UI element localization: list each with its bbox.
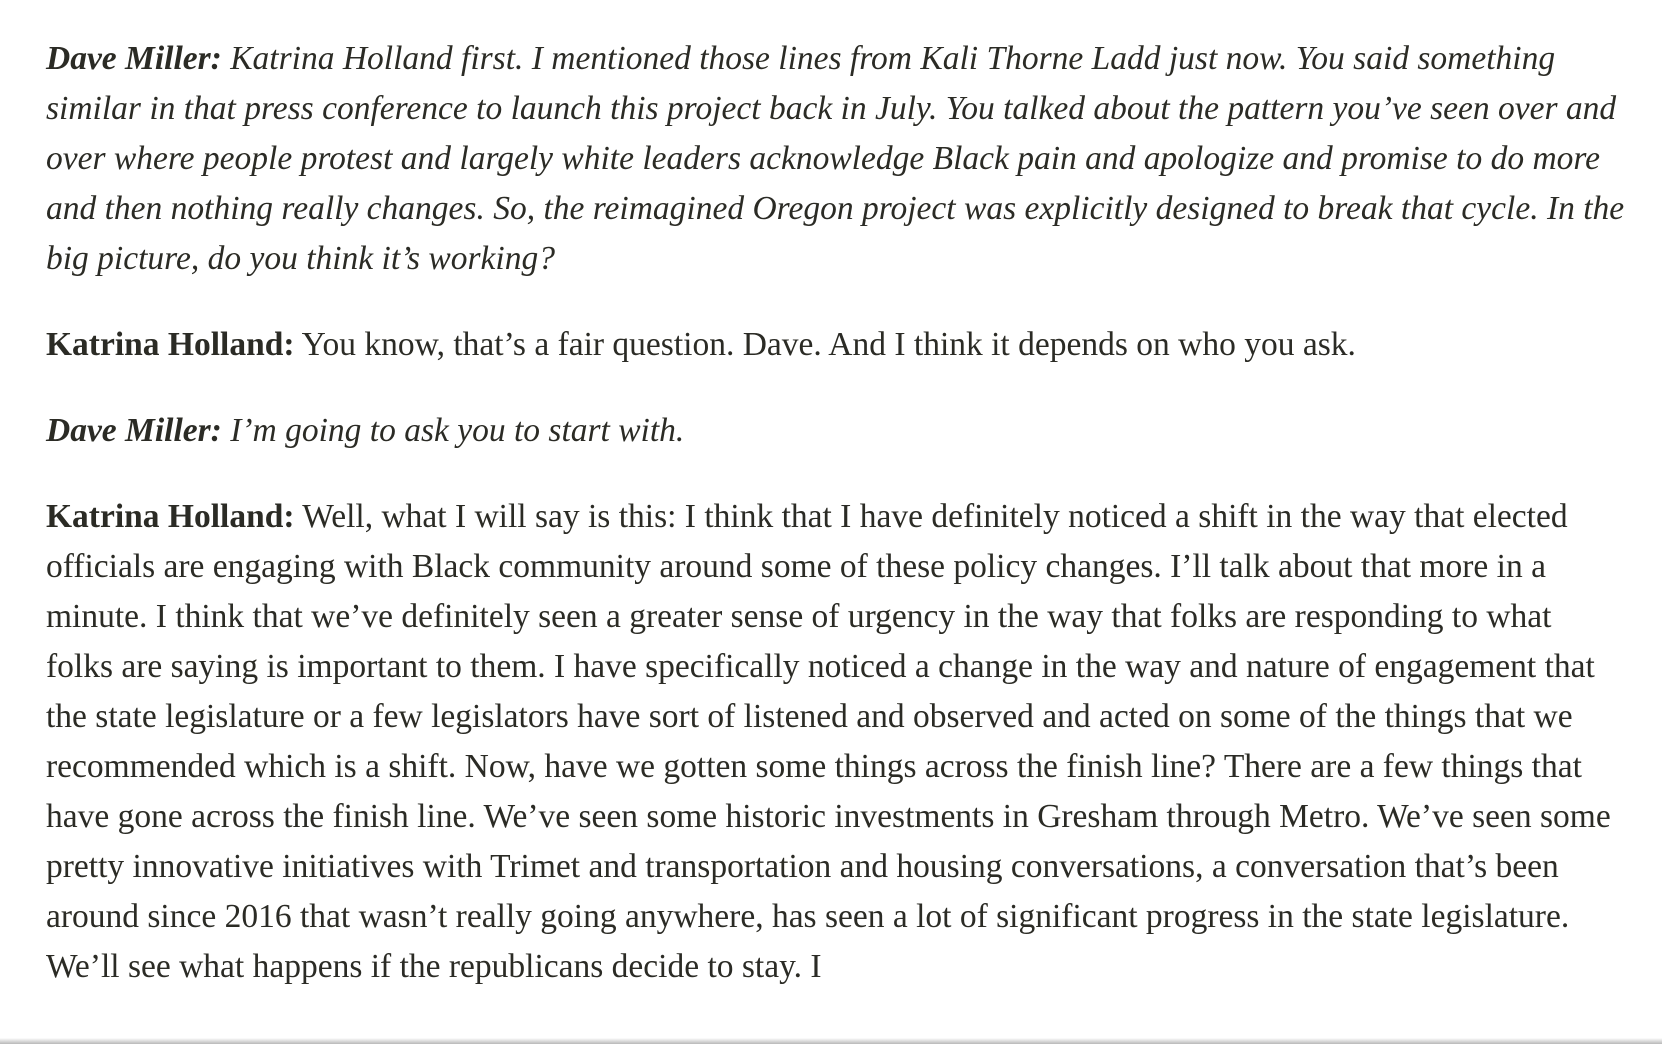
transcript-turn-interviewer [46, 34, 1626, 284]
speaker-name: Dave Miller: [46, 412, 222, 449]
page-bottom-edge [0, 1038, 1662, 1044]
speaker-name: Katrina Holland: [46, 326, 295, 363]
transcript-turn-guest [46, 320, 1626, 370]
transcript-turn-interviewer [46, 406, 1626, 456]
turn-text: I’m going to ask you to start with. [230, 412, 685, 449]
transcript [46, 34, 1626, 1028]
turn-text: You know, that’s a fair question. Dave. And I think it depends on who you ask. [301, 326, 1356, 363]
speaker-name: Katrina Holland: [46, 498, 295, 535]
turn-text: Katrina Holland first. I mentioned those lines from Kali Thorne Ladd just now. You said something similar in that press conference to launch this project back in July. You talked about the pattern you’ve seen over and over where people protest and largely white leaders acknowledge Black pain and apologize and promise to do more and then nothing really changes. So, the reimagined Oregon project was explicitly designed to break that cycle. In the big picture, do you think it’s working? [46, 40, 1625, 277]
transcript-turn-guest [46, 492, 1626, 992]
speaker-name: Dave Miller: [46, 40, 222, 77]
turn-text: Well, what I will say is this: I think that I have definitely noticed a shift in the way that elected officials are engaging with Black community around some of these policy changes. I’ll talk about that more in a minute. I think that we’ve definitely seen a greater sense of urgency in the way that folks are responding to what folks are saying is important to them. I have specifically noticed a change in the way and nature of engagement that the state legislature or a few legislators have sort of listened and observed and acted on some of the things that we recommended which is a shift. Now, have we gotten some things across the finish line? There are a few things that have gone across the finish line. We’ve seen some historic investments in Gresham through Metro. We’ve seen some pretty innovative initiatives with Trimet and transportation and housing conversations, a conversation that’s been around since 2016 that wasn’t really going anywhere, has seen a lot of significant progress in the state legislature. We’ll see what happens if the republicans decide to stay. I [46, 498, 1611, 985]
